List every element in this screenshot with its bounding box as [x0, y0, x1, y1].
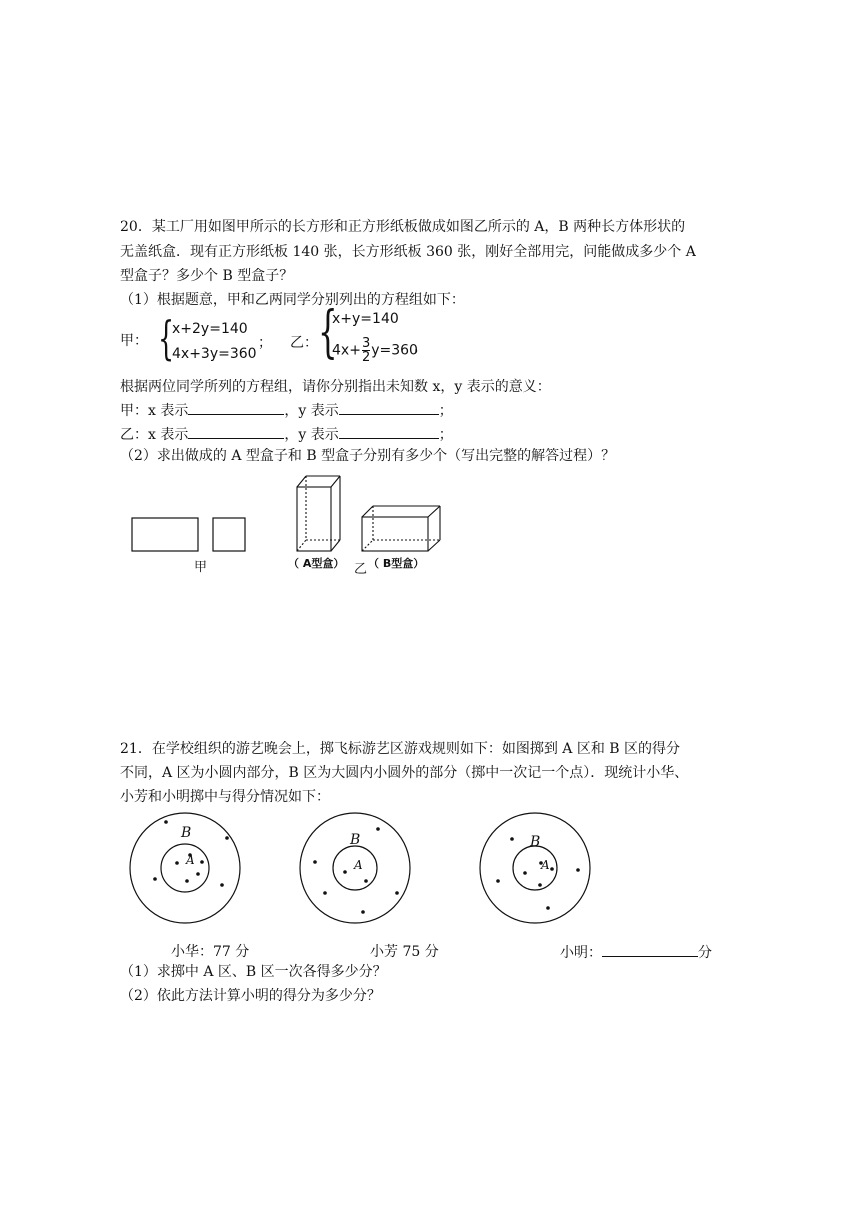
dart-dot: [225, 836, 229, 840]
jia-x-prompt: 甲：x 表示: [120, 403, 189, 419]
dart-dot: [538, 883, 542, 887]
dart-dot: [523, 871, 527, 875]
dart-dot: [220, 883, 224, 887]
zone-a-label-1: A: [186, 853, 195, 867]
yi-y-prompt: ，y 表示: [284, 427, 339, 443]
q21-line-2: 不同，A 区为小圆内部分，B 区为大圆内小圆外的部分（掷中一次记一个点）．现统计小华、: [120, 765, 689, 781]
dart-dot: [546, 906, 550, 910]
dart-dot: [361, 910, 365, 914]
xiaoming-blank[interactable]: [602, 941, 698, 957]
dart-dot: [550, 867, 554, 871]
xiaoming-label: 小明：: [560, 945, 602, 961]
q20-part1: （1）根据题意，甲和乙两同学分别列出的方程组如下：: [120, 292, 465, 308]
xiaoming-score: [560, 941, 712, 962]
zone-b-label-1: B: [181, 825, 192, 841]
q20-line-1: 20．某工厂用如图甲所示的长方形和正方形纸板做成如图乙所示的 A，B 两种长方体形状的: [120, 219, 686, 235]
q21-line-3: 小芳和小明掷中与得分情况如下：: [120, 789, 330, 805]
fig-yi-label: 乙: [354, 562, 368, 577]
yi-eq2-left: 4x+: [332, 342, 361, 359]
jia-end: ；: [438, 403, 453, 419]
q20-ask: 根据两位同学所列的方程组，请你分别指出未知数 x，y 表示的意义：: [120, 379, 551, 395]
yi-end: ；: [438, 427, 453, 443]
q21-part2: （2）依此方法计算小明的得分为多少分？: [120, 988, 381, 1004]
square-board: [213, 518, 245, 551]
dart-dot: [576, 868, 580, 872]
zone-b-label-2: B: [350, 832, 361, 848]
a-type-box: [297, 476, 340, 551]
jia-brace: {: [158, 311, 175, 365]
dart-dot: [153, 877, 157, 881]
dart-dot: [185, 879, 189, 883]
zone-b-label-3: B: [530, 834, 541, 850]
q20-line-2: 无盖纸盒．现有正方形纸板 140 张，长方形纸板 360 张，刚好全部用完，问能做成多少个 A: [120, 244, 696, 260]
yi-frac-num: 3: [361, 336, 371, 351]
fig-a-box-label: （ A型盒）: [288, 557, 345, 570]
q20-part2: （2）求出做成的 A 型盒子和 B 型盒子分别有多少个（写出完整的解答过程）？: [120, 448, 616, 464]
jia-eq1: x+2y=140: [172, 321, 248, 337]
dart-dot: [175, 861, 179, 865]
jia-y-prompt: ，y 表示: [284, 403, 339, 419]
dart-dot: [364, 879, 368, 883]
rect-board: [132, 518, 198, 551]
fig-jia-label: 甲: [194, 560, 208, 575]
yi-brace: {: [318, 300, 338, 365]
q21-part1: （1）求掷中 A 区、B 区一次各得多少分？: [120, 964, 387, 980]
xiaofang-score: 小芳 75 分: [370, 944, 439, 960]
q20-line-3: 型盒子？多少个 B 型盒子？: [120, 268, 294, 284]
jia-sep: ；: [258, 335, 272, 351]
dart-dot: [164, 820, 168, 824]
dartboard-xiaoming: [480, 813, 590, 923]
xiaohua-score: 小华：77 分: [171, 944, 250, 960]
xiaoming-unit: 分: [698, 945, 712, 961]
b-type-box: [362, 506, 440, 551]
fig-b-box-label: （ B型盒）: [368, 557, 425, 570]
yi-label: 乙：: [290, 335, 318, 351]
jia-eq2: 4x+3y=360: [172, 346, 257, 362]
dart-dot: [196, 872, 200, 876]
dart-dot: [510, 837, 514, 841]
yi-frac-den: 2: [361, 350, 371, 365]
dart-dot: [323, 891, 327, 895]
yi-eq1: x+y=140: [332, 311, 399, 327]
zone-a-label-3: A: [541, 858, 550, 872]
jia-label: 甲：: [120, 333, 148, 349]
q21-line-1: 21．在学校组织的游艺晚会上，掷飞标游艺区游戏规则如下：如图掷到 A 区和 B 区的得分: [120, 741, 681, 757]
yi-eq2-right: y=360: [371, 342, 418, 359]
yi-x-prompt: 乙：x 表示: [120, 427, 189, 443]
yi-sep: ，: [414, 339, 428, 355]
dart-dot: [376, 827, 380, 831]
dart-dot: [200, 860, 204, 864]
zone-a-label-2: A: [354, 858, 363, 872]
dart-dot: [395, 891, 399, 895]
dart-dot: [496, 879, 500, 883]
dart-dot: [343, 870, 347, 874]
dart-dot: [313, 860, 317, 864]
